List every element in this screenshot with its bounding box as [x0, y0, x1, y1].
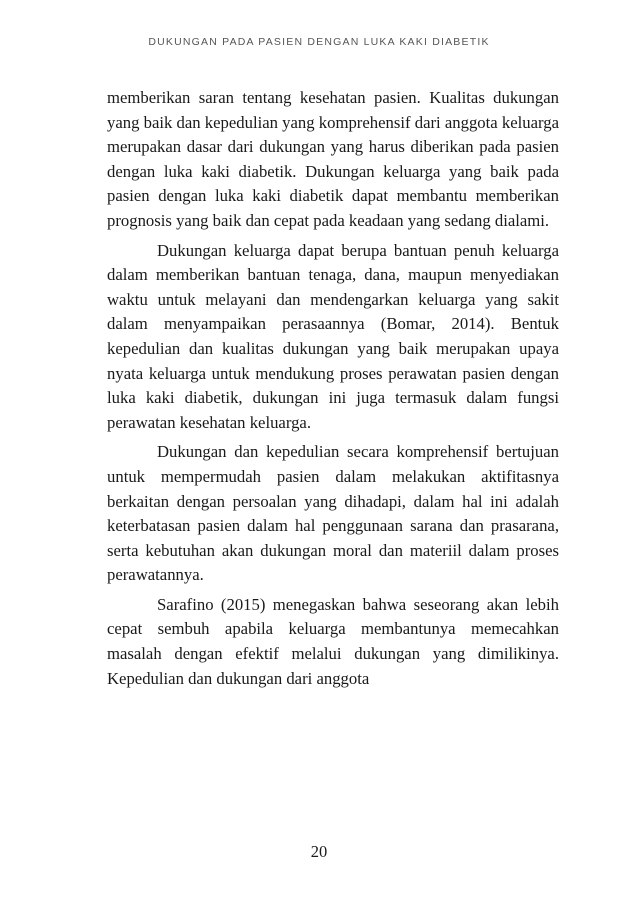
paragraph: Dukungan keluarga dapat berupa bantuan penuh keluarga dalam memberikan bantuan tenaga, dana, maupun menyediakan waktu untuk melayani dan mendengarkan keluarga yang sakit dalam menyampaikan perasaannya (Bomar, 2014). Bentuk kepedulian dan kualitas dukungan yang baik merupakan upaya nyata keluarga untuk mendukung proses perawatan pasien dengan luka kaki diabetik, dukungan ini juga termasuk dalam fungsi perawatan kesehatan keluarga. [107, 240, 559, 432]
paragraph: Sarafino (2015) menegaskan bahwa seseorang akan lebih cepat sembuh apabila keluarga membantunya memecahkan masalah dengan efektif melalui dukungan yang dimilikinya. Kepedulian dan dukungan dari anggota [107, 594, 559, 688]
running-header: DUKUNGAN PADA PASIEN DENGAN LUKA KAKI DIABETIK [148, 36, 490, 48]
paragraph-continued: memberikan saran tentang kesehatan pasien. Kualitas dukungan yang baik dan kepedulian yang komprehensif dari anggota keluarga merupakan dasar dari dukungan yang harus diberikan pada pasien dengan luka kaki diabetik. Dukungan keluarga yang baik pada pasien dengan luka kaki diabetik dapat membantu memberikan prognosis yang baik dan cepat pada keadaan yang sedang dialami. [107, 88, 559, 230]
page-number: 20 [310, 842, 328, 861]
body-text [107, 86, 559, 691]
paragraph: Dukungan dan kepedulian secara komprehensif bertujuan untuk mempermudah pasien dalam melakukan aktifitasnya berkaitan dengan persoalan yang dihadapi, dalam hal ini adalah keterbatasan pasien dalam hal penggunaan sarana dan prasarana, serta kebutuhan akan dukungan moral dan materiil dalam proses perawatannya. [107, 442, 559, 585]
